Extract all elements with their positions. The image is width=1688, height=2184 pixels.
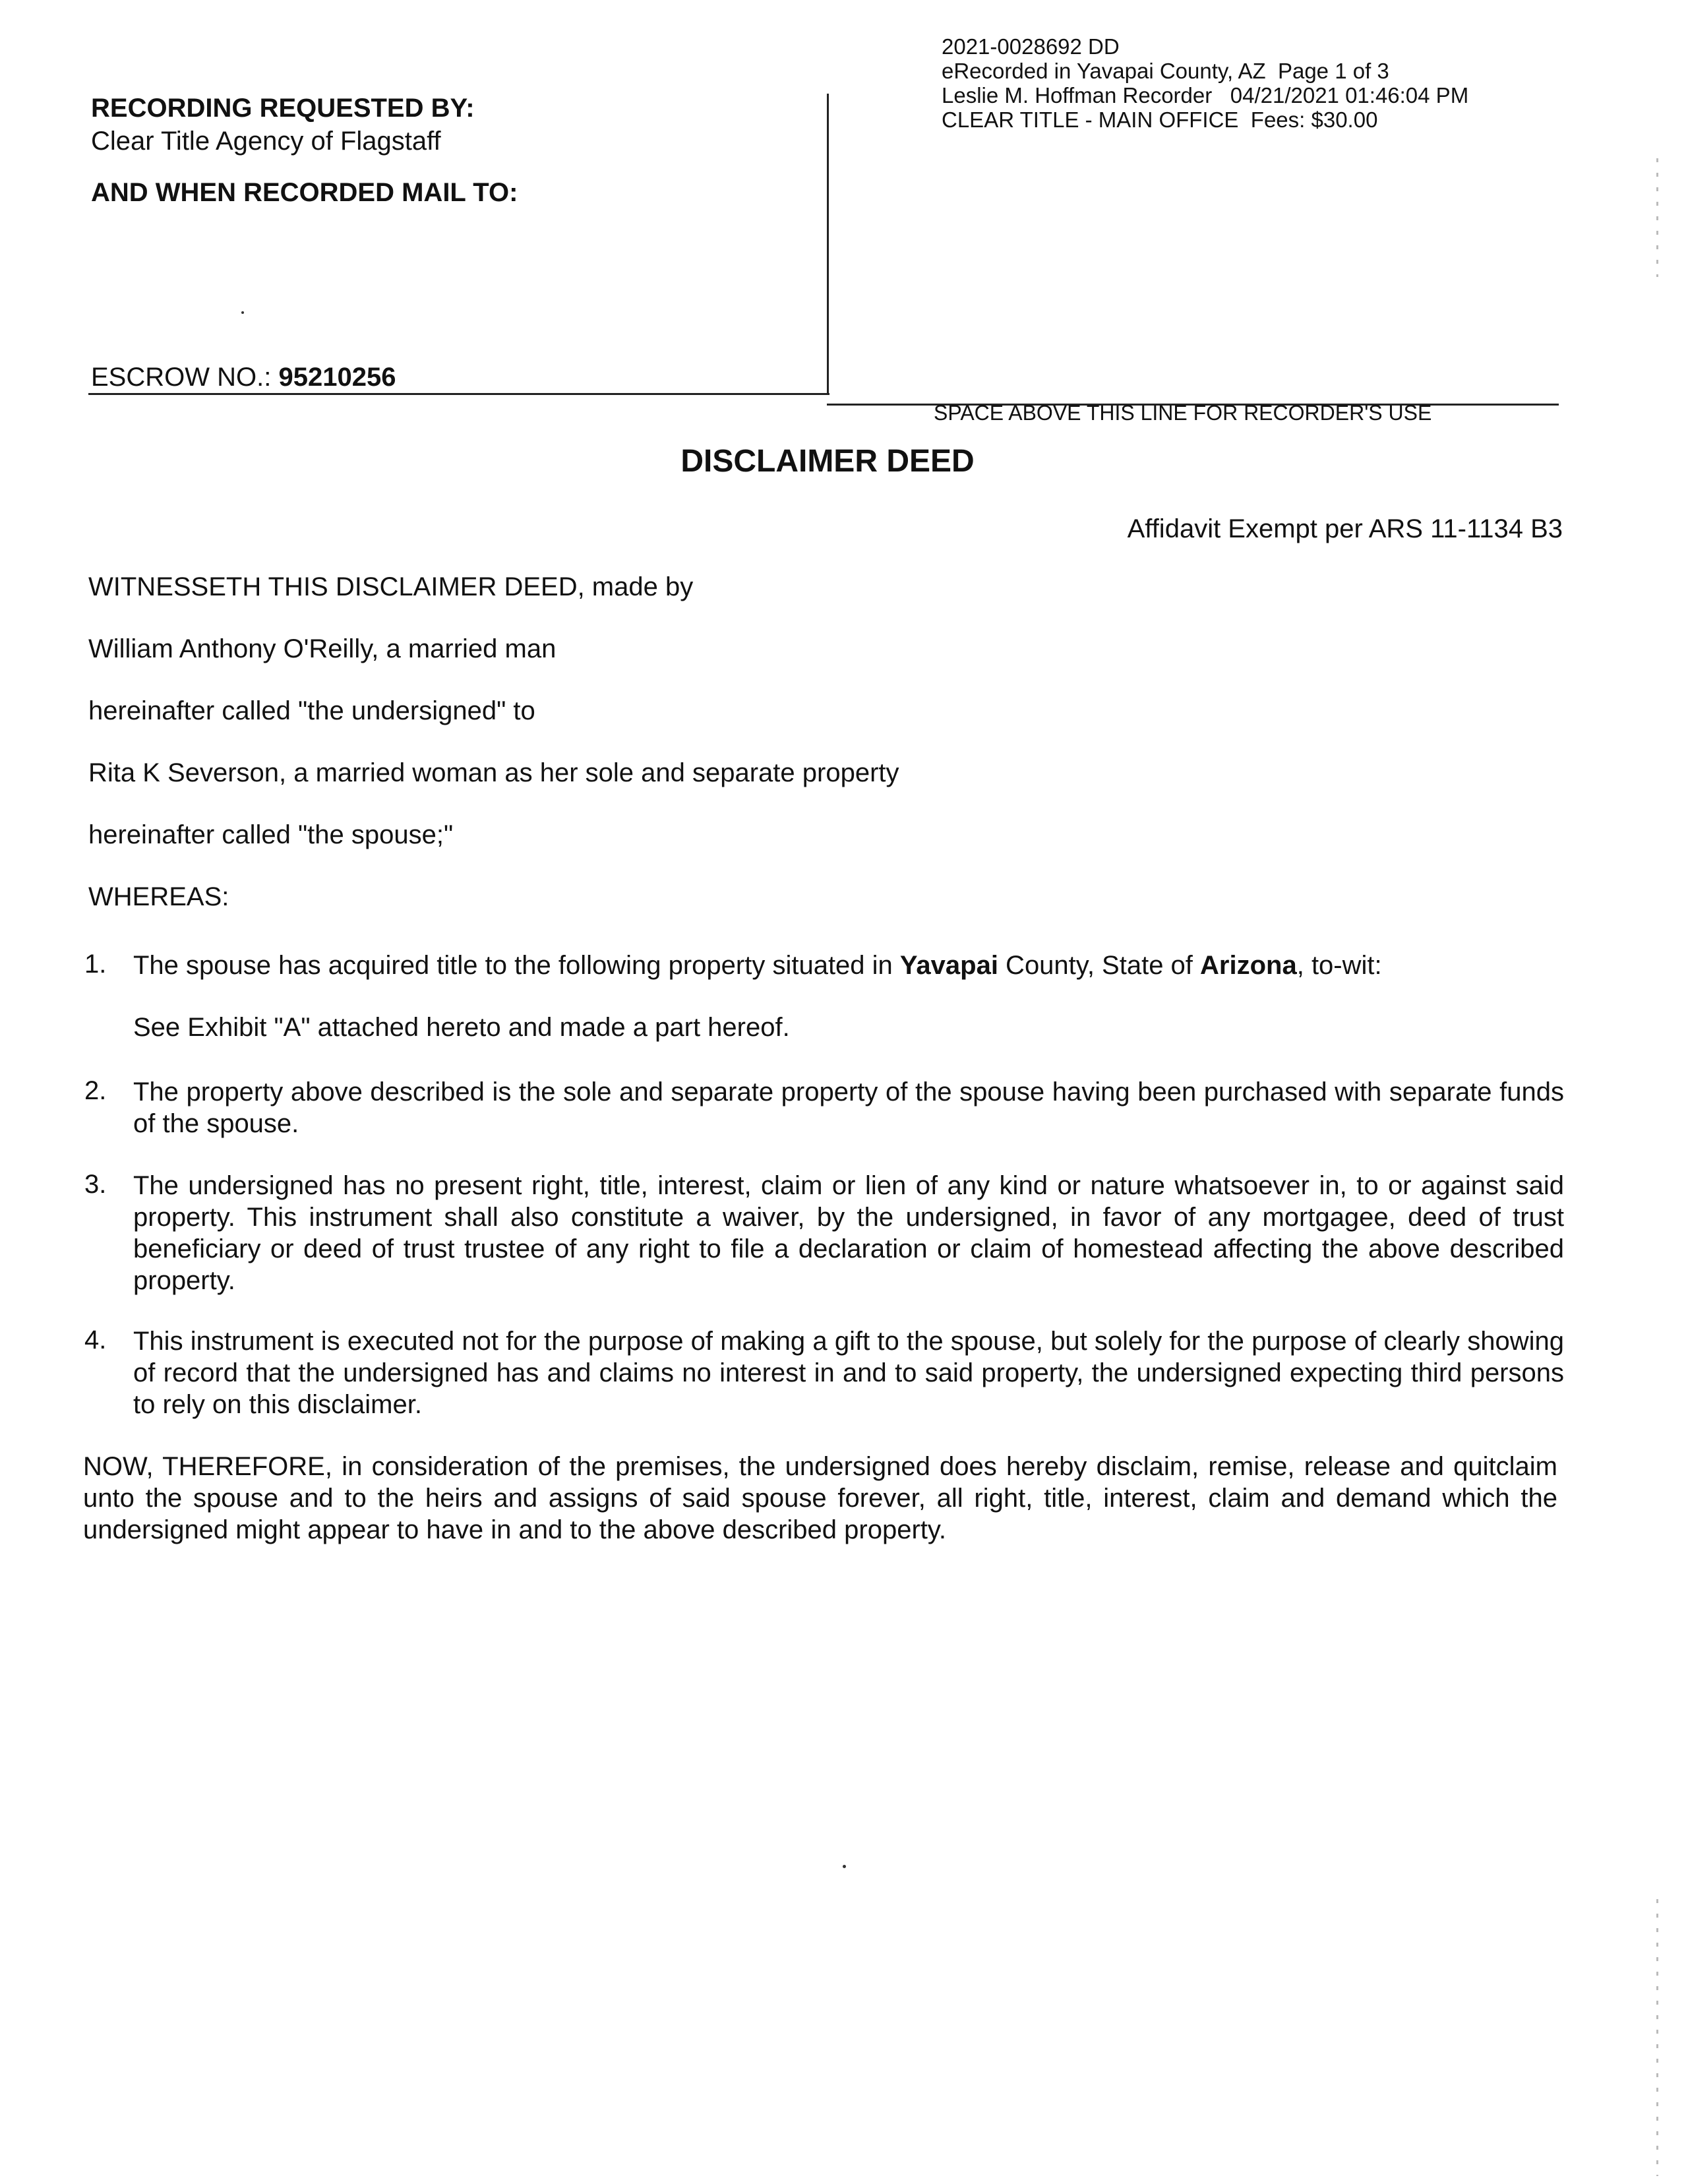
item-text-part: County, State of xyxy=(998,951,1201,980)
escrow-number xyxy=(91,363,396,392)
item-number: 2. xyxy=(84,1076,107,1105)
now-therefore-paragraph: NOW, THEREFORE, in consideration of the premises, the undersigned does hereby disclaim, remise, release and quitclaim unto the spouse and to the heirs and assigns of said spouse forever, all right, title, interest, claim and demand which the undersigned might appear to have in and to the above described property. xyxy=(83,1452,1557,1544)
spouse-line: hereinafter called "the spouse;" xyxy=(88,820,454,849)
page-title: DISCLAIMER DEED xyxy=(680,444,975,479)
recorder-use-note: SPACE ABOVE THIS LINE FOR RECORDER'S USE xyxy=(934,401,1432,425)
item-text xyxy=(133,950,1564,981)
whereas-line: WHEREAS: xyxy=(88,882,229,911)
item-number: 4. xyxy=(84,1325,107,1354)
recording-requested-label: RECORDING REQUESTED BY: xyxy=(91,94,475,123)
header-divider-left xyxy=(88,393,829,395)
stamp-document-number: 2021-0028692 DD xyxy=(942,34,1120,59)
scan-edge-marks xyxy=(1656,1899,1658,2176)
grantor-line: William Anthony O'Reilly, a married man xyxy=(88,634,557,663)
affidavit-exemption: Affidavit Exempt per ARS 11-1134 B3 xyxy=(1127,514,1563,543)
recording-requested-value: Clear Title Agency of Flagstaff xyxy=(91,127,441,156)
item-text: This instrument is executed not for the purpose of making a gift to the spouse, but solely for the purpose of clearly showing of record that the undersigned has and claims no interest in and to said property, the undersigned expecting third persons to rely on this disclaimer. xyxy=(133,1327,1564,1419)
scan-edge-marks xyxy=(1656,158,1658,277)
item-text: The undersigned has no present right, title, interest, claim or lien of any kind or nature whatsoever in, to or against said property. This instrument shall also constitute a waiver, by the undersigned, in favor of any mortgagee, deed of trust beneficiary or deed of trust trustee of any right to file a declaration or claim of homestead affecting the above described property. xyxy=(133,1171,1564,1295)
item-text-part: The spouse has acquired title to the following property situated in xyxy=(133,951,900,980)
mail-to-label: AND WHEN RECORDED MAIL TO: xyxy=(91,178,518,207)
scan-speck xyxy=(241,311,244,314)
escrow-label: ESCROW NO.: xyxy=(91,363,272,392)
item-number: 1. xyxy=(84,950,107,979)
exhibit-reference: See Exhibit "A" attached hereto and made a part hereof. xyxy=(133,1013,790,1042)
stamp-recorded-in: eRecorded in Yavapai County, AZ Page 1 of 3 xyxy=(942,59,1389,83)
witnesseth-line: WITNESSETH THIS DISCLAIMER DEED, made by xyxy=(88,572,694,601)
item-number: 3. xyxy=(84,1170,107,1199)
recorder-stamp xyxy=(942,34,1468,132)
scan-speck xyxy=(843,1865,846,1868)
item-text-part: , to-wit: xyxy=(1296,951,1382,980)
undersigned-line: hereinafter called "the undersigned" to xyxy=(88,696,535,725)
item-text: The property above described is the sole and separate property of the spouse having been purchased with separate funds of the spouse. xyxy=(133,1077,1564,1138)
stamp-office-fees: CLEAR TITLE - MAIN OFFICE Fees: $30.00 xyxy=(942,107,1378,132)
state-name: Arizona xyxy=(1200,951,1297,980)
stamp-recorder-date: Leslie M. Hoffman Recorder 04/21/2021 01:46:04 PM xyxy=(942,83,1469,107)
county-name: Yavapai xyxy=(899,951,998,980)
escrow-value: 95210256 xyxy=(278,363,396,392)
grantee-line: Rita K Severson, a married woman as her sole and separate property xyxy=(88,758,899,787)
header-divider-vertical xyxy=(827,94,829,394)
